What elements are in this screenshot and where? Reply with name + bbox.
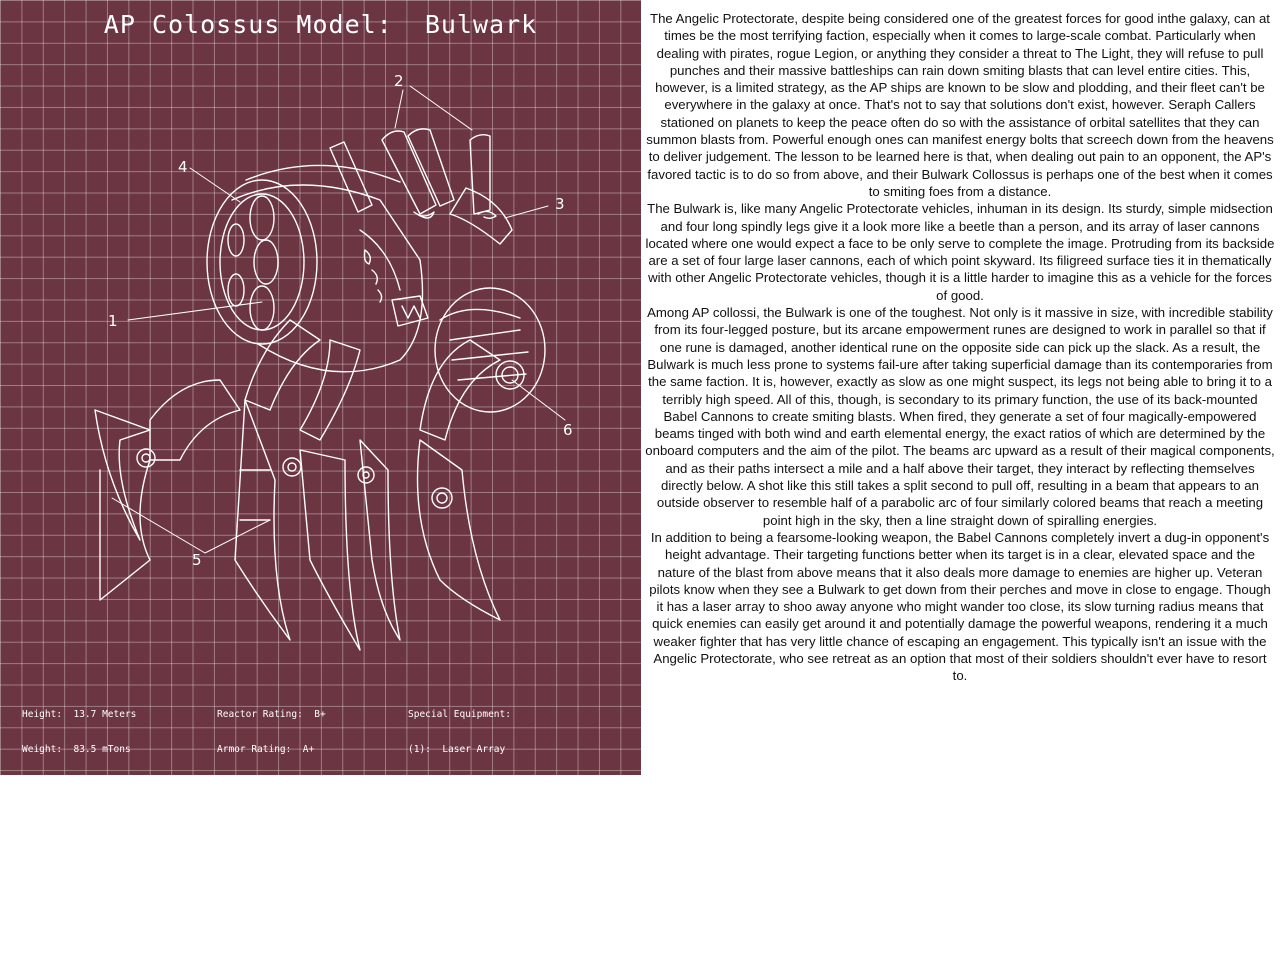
- blueprint-panel: [0, 0, 641, 929]
- equipment-item: (1): Laser Array: [408, 743, 506, 755]
- equipment-item: (5): Stabilizer Legs: [408, 883, 529, 895]
- callout-leaders: [112, 86, 565, 553]
- stat-height: Height: 13.7 Meters: [22, 709, 137, 721]
- article-paragraph: The Angelic Protectorate, despite being considered one of the greatest forces for good inthe galaxy, can at times be the most terrifying faction, especially when it comes to large-scale combat. Particularly when dealing with pirates, rogue Legion, or anything they consider a threat to The Light, they will refuse to pull punches and their massive battleships can rain down smiting blasts that can level entire cities. This, however, is a limited strategy, as the AP ships are known to be slow and plodding, and their fleet can't be everywhere in the galaxy at once. That's not to say that solutions don't exist, however. Seraph Callers stationed on planets to keep the peace often do so with the assistance of orbital satellites that they can summon blasts from. Powerful enough ones can manifest energy bolts that screech down from the heavens to deliver judgement. The lesson to be learned here is that, when dealing out pain to an opponent, the AP's favored tactic is to do so from above, and their Bulwark Collossus is perhaps one of the best when it comes to smiting foes from a distance.: [646, 11, 1274, 199]
- description-text: [645, 10, 1275, 685]
- callout-3: 3: [555, 195, 565, 213]
- blueprint-title: AP Colossus Model: Bulwark: [103, 10, 538, 39]
- stabilizer-legs-drawing: [95, 320, 500, 650]
- babel-cannons-drawing: [330, 129, 512, 244]
- article-paragraph: Among AP collossi, the Bulwark is one of the toughest. Not only is it massive in size, with incredible stability from its four-legged posture, but its arcane empowerment runes are designed to work in parallel so that if one rune is damaged, another identical rune on the opposite side can pick up the slack. As a result, the Bulwark is much less prone to systems fail-ure after taking superficial damage than its contemporaries from the same faction. It is, however, exactly as slow as one might suspect, its legs not being able to bring it to a terribly high speed. All of this, though, is secondary to its primary function, the use of its back-mounted Babel Cannons to create smiting blasts. When fired, they generate a set of four magically-empowered beams tinged with both wind and earth elemental energy, the exact ratios of which are determined by the onboard computers and the aim of the pilot. The beams arc upward as a result of their magical components, and as their paths intersect a mile and a half above their target, they interact by reflecting themselves directly below. A shot like this still takes a split second to pull off, resulting in a beam that appears to an outside observer to resemble half of a parabolic arc of four similarly colored beams that reach a meeting point high in the sky, then a line straight down of spiralling energies.: [645, 305, 1275, 528]
- stat-maneuver-rating: Maneuver Rating: D: [217, 917, 326, 929]
- stat-shield-rating: Shield Rating: A+: [217, 883, 320, 895]
- equipment-item: (2): Babel Cannons: [408, 778, 517, 790]
- stats-general: [22, 686, 176, 953]
- stats-ratings: [217, 686, 383, 953]
- callout-6: 6: [563, 421, 573, 439]
- blessed-armor-drawing: [207, 165, 423, 371]
- stat-reactor-rating: Reactor Rating: B+: [217, 709, 326, 721]
- stat-armor-rating: Armor Rating: A+: [217, 743, 315, 755]
- stat-production-year: Production Year: BC35: [22, 778, 148, 790]
- rear-body-drawing: [435, 288, 545, 412]
- bulwark-illustration: [0, 0, 641, 775]
- callout-2: 2: [394, 72, 404, 90]
- equipment-item: (3): Mirrored Empowerment Runes: [408, 813, 592, 825]
- stat-role: Role: Artillery Support: [22, 883, 160, 895]
- stat-primary-armament: Primary Armament Rating: C+: [217, 778, 378, 790]
- callout-4: 4: [178, 158, 188, 176]
- callout-1: 1: [108, 312, 118, 330]
- article-paragraph: In addition to being a fearsome-looking weapon, the Babel Cannons completely invert a dug-in opponent's height advantage. Their targeting functions better when its target is in a clear, elevated space and the nature of the blast from above means that it also deals more damage to enemies are higher up. Veteran pilots know when they see a Bulwark to get down from their perches and move in close to engage. Though it has a laser array to shoo away anyone who might wander too close, its slow turning radius means that quick enemies can easily get around it and potentially damage the powerful weapons, rendering it a much weaker fighter that has very little chance of escaping an engagement. This typically isn't an issue with the Angelic Protectorate, who see retreat as an option that most of their soldiers shouldn't ever have to resort to.: [649, 529, 1271, 684]
- stat-secondary-armament: Secondary Armament Rating: C: [217, 813, 383, 825]
- stat-top-speed: Top Speed Rating: D: [217, 848, 332, 860]
- stat-weight: Weight: 83.5 mTons: [22, 743, 131, 755]
- stat-spaceflight: Spaceflight/BioWarp: No/No: [22, 917, 177, 929]
- special-equipment-heading: Special Equipment:: [408, 709, 511, 721]
- article-paragraph: The Bulwark is, like many Angelic Protectorate vehicles, inhuman in its design. Its sturdy, simple midsection and four long spindly legs give it a look more like a beetle than a person, and its array of laser cannons located where one would expect a face to be only serve to complete the image. Protruding from its backside are a set of four large laser cannons, each of which point skyward. Its filigreed surface ties it in thematically with other Angelic Protectorate vehicles, though it is a little harder to imagine this as a vehicle for the forces of good.: [645, 201, 1275, 303]
- stat-developed: Developed: Dominion Legacy: [22, 813, 177, 825]
- callout-5: 5: [192, 551, 202, 569]
- equipment-item: (4): Blessed Armor: [408, 848, 517, 860]
- empowerment-runes-drawing: [360, 212, 434, 326]
- stats-special-equipment: [408, 686, 591, 953]
- equipment-item: (6): Centralized Cockpit: [408, 917, 551, 929]
- stat-manufactured: Manufactured: Various: [22, 848, 148, 860]
